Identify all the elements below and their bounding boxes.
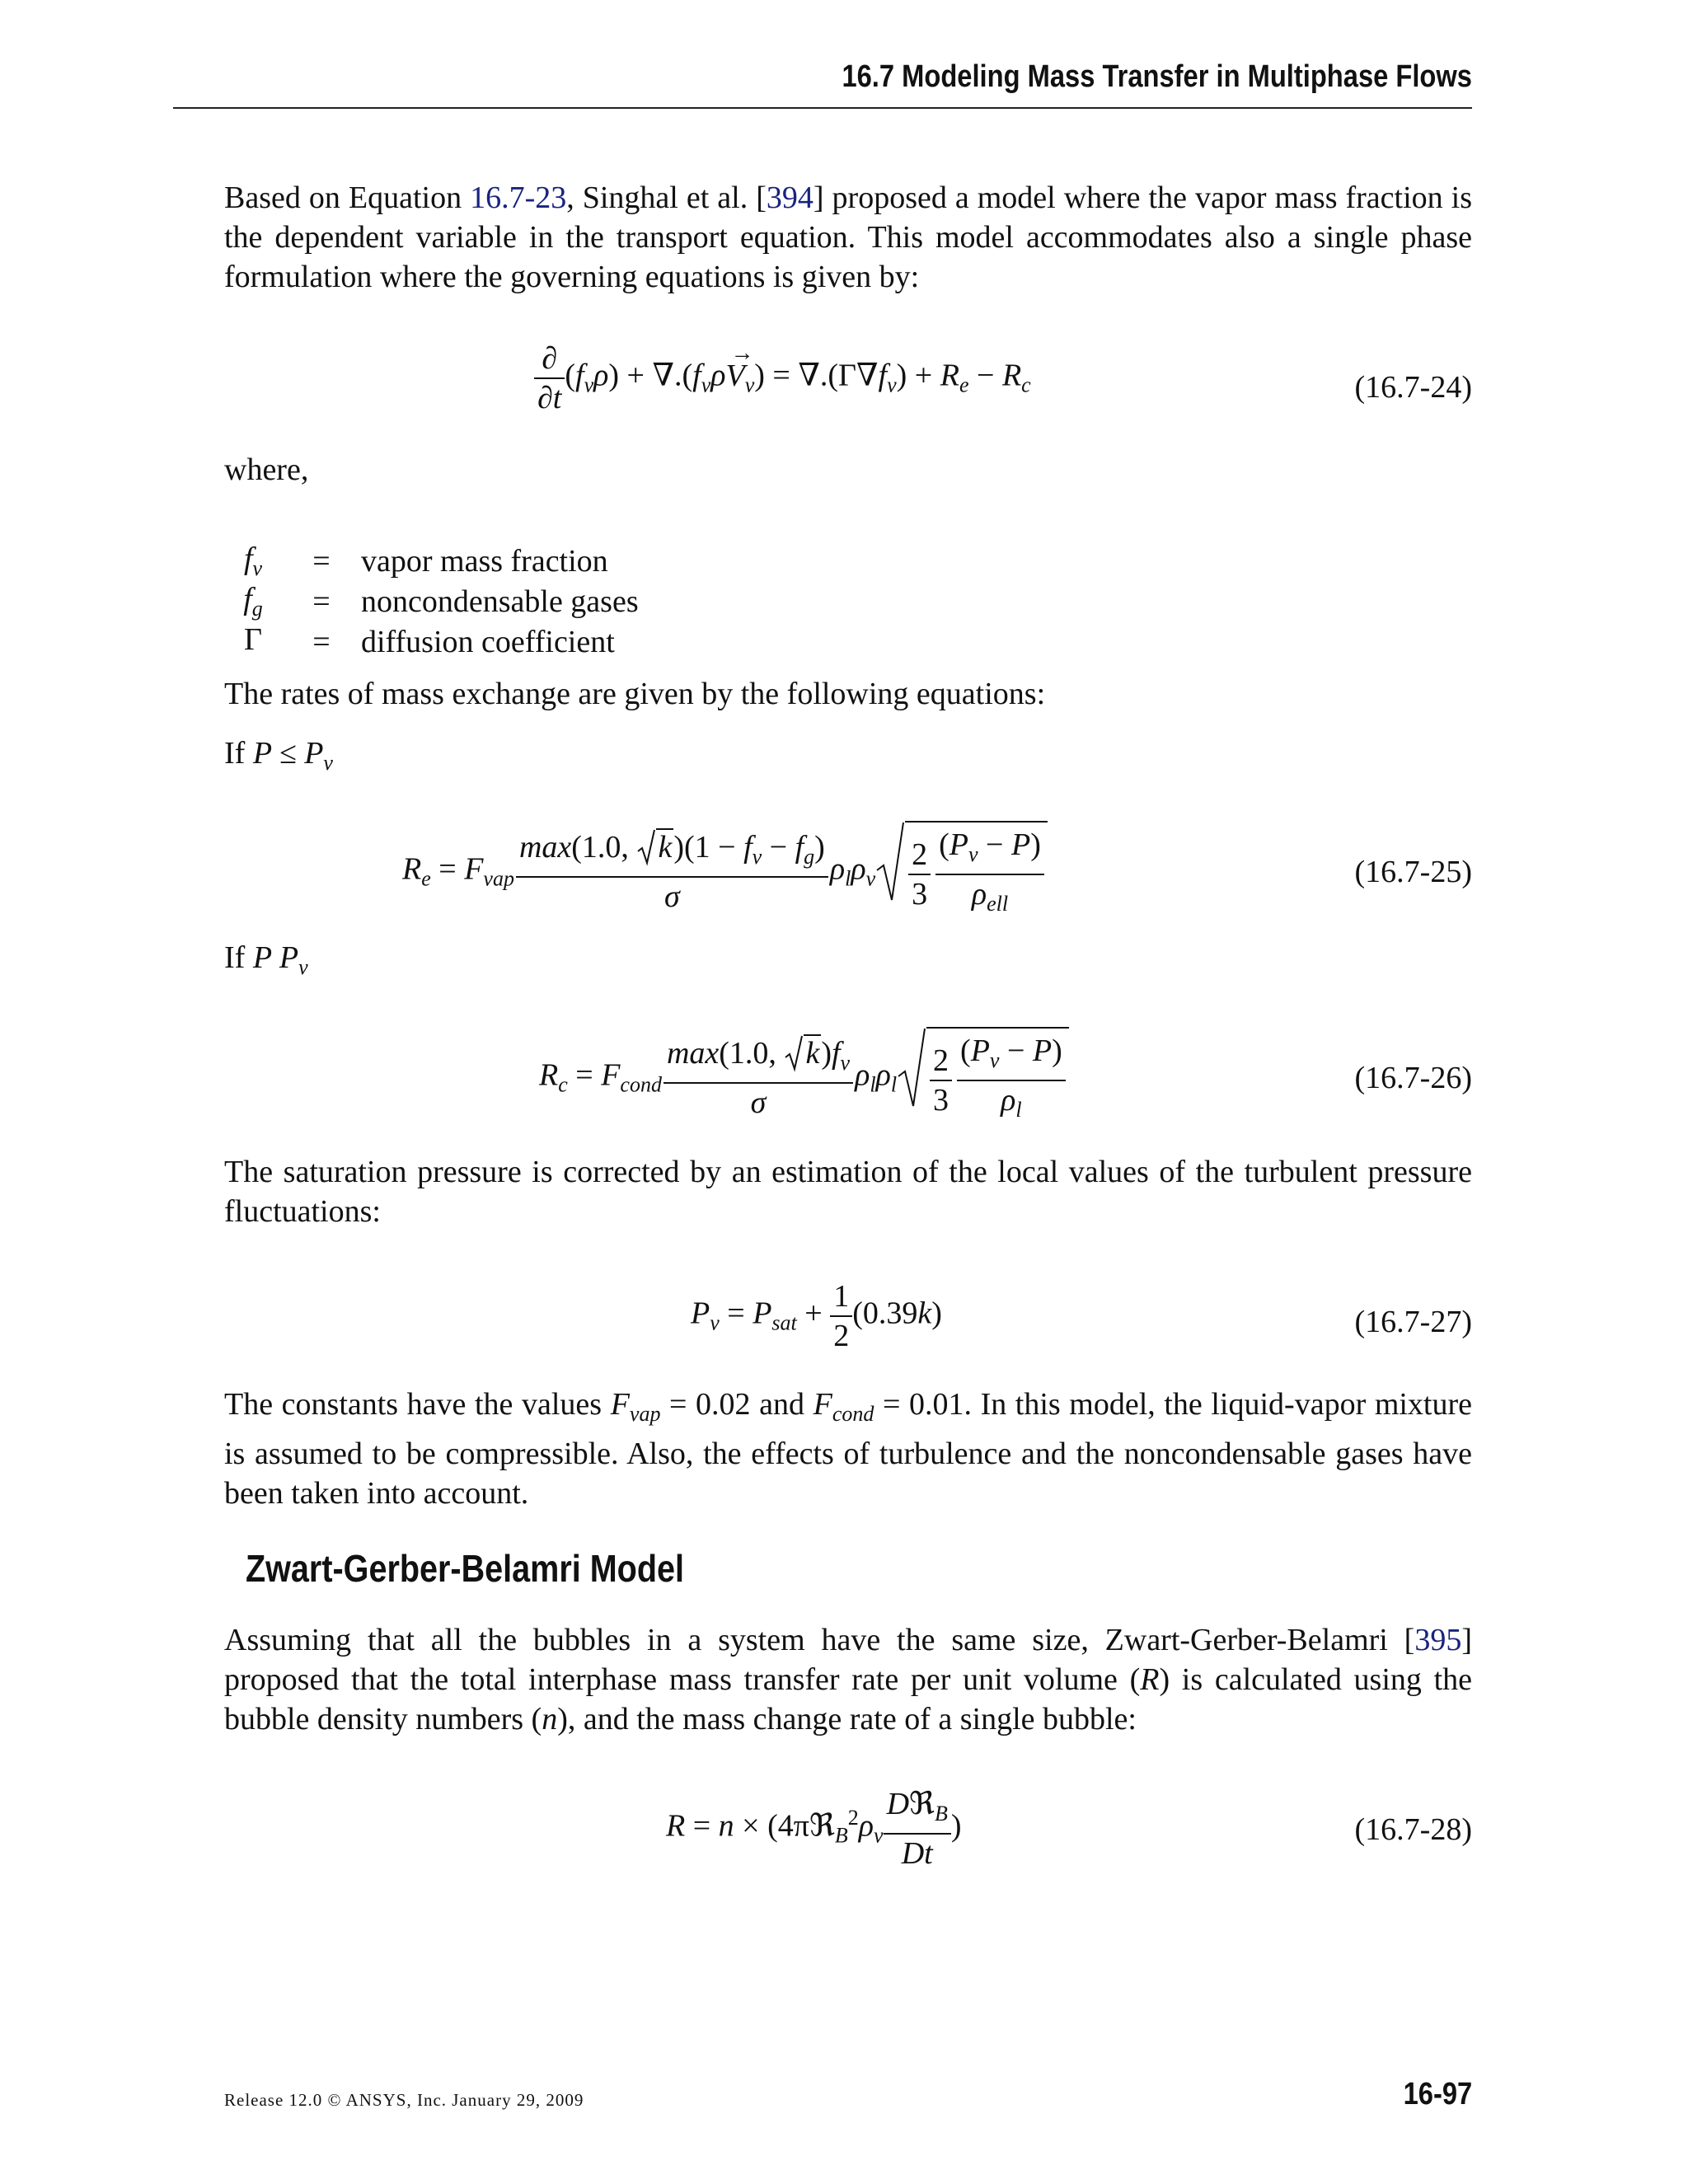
equation-16-7-25 [224, 821, 1472, 928]
equation-16-7-25-body: $R_e = F_{vap}$ max(1.0, $k)(1 - f_v - f_g)$ σ $\rho_l\rho_v$ $\frac{2}{3}$ $\frac{(P_v - P)}{\rho_{ell}}$ [402, 821, 1048, 923]
equation-16-7-24-body: $\frac{\partial}{\partial t}$ $(f_v\rho) + \nabla.(f_v\rho V$ → $_v) = \nabla.(\Gamma\nabla f_v) + R_e - R_c$ [534, 340, 1031, 417]
paragraph-saturation: The saturation pressure is corrected by an estimation of the local values of the turbulent pressure fluctuations: [224, 1155, 1472, 1229]
condition-1: If $P \le P_v$ [224, 736, 333, 775]
definition-row: $f_v$ = vapor mass fraction [243, 541, 608, 580]
equation-number: (16.7-25) [1354, 855, 1472, 889]
condition-2: If P $P_v$ [224, 940, 308, 979]
equation-number: (16.7-27) [1354, 1305, 1472, 1339]
equation-link-16-7-23[interactable]: 16.7-23 [470, 180, 567, 215]
equation-16-7-27-body: $P_v = P_{sat}$ + $\frac{1}{2}$ (0.39k) [691, 1279, 942, 1353]
citation-link-394[interactable]: 394 [766, 180, 814, 215]
citation-link-395[interactable]: 395 [1414, 1623, 1462, 1657]
footer-release: Release 12.0 © ANSYS, Inc. January 29, 2009 [224, 2090, 584, 2110]
paragraph-intro: Based on Equation 16.7-23, Singhal et al. [394] proposed a model where the vapor mass fraction is the dependent variable in the transport equation. This model accommodates also a single phase formulation where the governing equations is given by: [224, 180, 1472, 294]
equation-16-7-26 [224, 1027, 1472, 1134]
rates-text: The rates of mass exchange are given by the following equations: [224, 677, 1046, 711]
section-heading: Zwart-Gerber-Belamri Model [246, 1547, 684, 1590]
definitions-list [224, 541, 639, 662]
page-number: 16-97 [1403, 2077, 1472, 2111]
equation-number: (16.7-28) [1354, 1812, 1472, 1847]
equation-number: (16.7-24) [1354, 370, 1472, 405]
equation-number: (16.7-26) [1354, 1061, 1472, 1095]
equation-16-7-28 [224, 1785, 1472, 1876]
paragraph-constants: The constants have the values $F_{vap} = 0.02$ and $F_{cond} = 0.01$. In this model, the liquid-vapor mixture is assumed to be compressible. Also, the effects of turbulence and the noncondensable gases have been taken into account. [224, 1387, 1473, 1511]
paragraph-zgb: Assuming that all the bubbles in a system have the same size, Zwart-Gerber-Belamri [395] proposed that the total interphase mass transfer rate per unit volume (R) is calculated using the bubble density numbers (n), and the mass change rate of a single bubble: [224, 1623, 1472, 1736]
equation-16-7-28-body: $R = n \times (4\pi ℜ_B^2\rho_v$ $\frac{Dℜ_B}{Dt}$ ) [666, 1787, 962, 1871]
definition-row: Γ = diffusion coefficient [244, 622, 615, 659]
equation-16-7-27 [224, 1277, 1472, 1368]
equation-16-7-26-body: $R_c = F_{cond}$ max(1.0, $k)f_v$ σ $\rho_l\rho_l$ $\frac{2}{3}$ $\frac{(P_v - P)}{\rho_l}$ [539, 1027, 1069, 1129]
where-label: where, [224, 452, 309, 487]
equation-16-7-24 [224, 340, 1472, 430]
header-title: 16.7 Modeling Mass Transfer in Multiphase Flows [842, 59, 1472, 94]
definition-row: $f_g$ = noncondensable gases [243, 582, 639, 621]
header-rule [173, 107, 1472, 109]
